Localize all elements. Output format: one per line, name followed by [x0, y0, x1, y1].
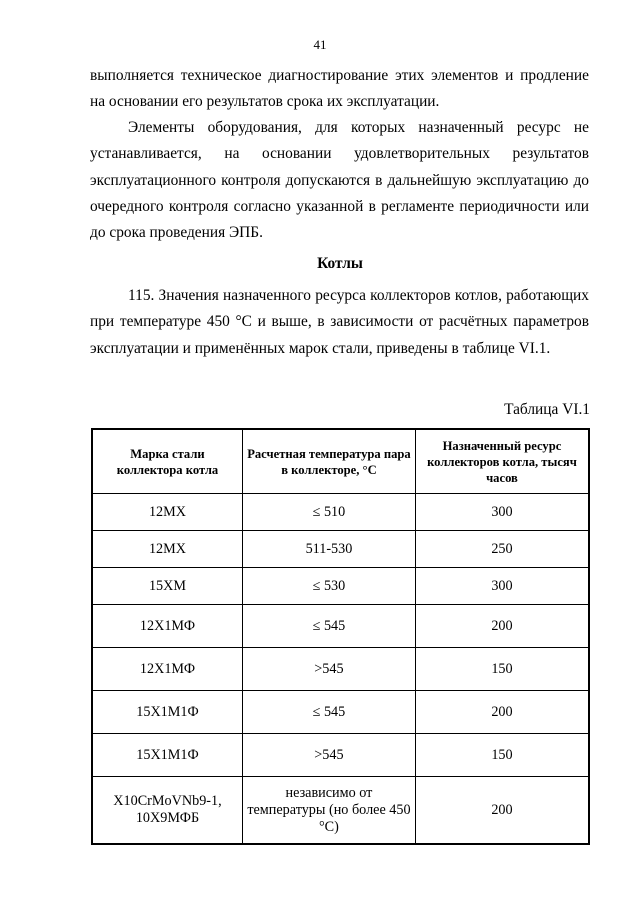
cell-steel-grade: 12МХ [92, 531, 242, 568]
table-row [92, 734, 589, 777]
cell-resource: 250 [415, 531, 589, 568]
cell-steel-grade: 12Х1МФ [92, 648, 242, 691]
cell-resource: 200 [415, 777, 589, 845]
steel-resource-table [91, 428, 590, 845]
cell-temperature: ≤ 545 [242, 691, 415, 734]
table-row [92, 531, 589, 568]
table-row [92, 648, 589, 691]
table-row [92, 494, 589, 531]
paragraph-3: 115. Значения назначенного ресурса коллекторов котлов, работающих при температуре 450 °С и выше, в зависимости от расчётных параметров эксплуатации и применённых марок стали, приведены в таблице VI.1. [90, 287, 589, 357]
table-caption: Таблица VI.1 [504, 401, 590, 418]
cell-temperature: ≤ 545 [242, 605, 415, 648]
cell-temperature: >545 [242, 648, 415, 691]
page-number: 41 [313, 37, 327, 52]
table-row [92, 568, 589, 605]
cell-resource: 200 [415, 605, 589, 648]
header-resource: Назначенный ресурс коллекторов котла, тысяч часов [415, 429, 589, 494]
section-heading: Котлы [317, 255, 363, 272]
cell-temperature: независимо от температуры (но более 450 °С) [242, 777, 415, 845]
cell-steel-grade: 12МХ [92, 494, 242, 531]
cell-temperature: >545 [242, 734, 415, 777]
header-steel-grade: Марка стали коллектора котла [92, 429, 242, 494]
cell-resource: 150 [415, 648, 589, 691]
cell-steel-grade: 15Х1М1Ф [92, 691, 242, 734]
cell-steel-grade: X10CrMoVNb9-1, 10Х9МФБ [92, 777, 242, 845]
cell-resource: 150 [415, 734, 589, 777]
paragraph-1: выполняется техническое диагностирование этих элементов и продление на основании его результатов срока их эксплуатации. [90, 67, 589, 111]
table-header-row [92, 429, 589, 494]
paragraph-2: Элементы оборудования, для которых назначенный ресурс не устанавливается, на основании удовлетворительных результатов эксплуатационного контроля допускаются в дальнейшую эксплуатацию до очередного контроля согласно указанной в регламенте периодичности или до срока проведения ЭПБ. [90, 119, 589, 242]
table-row [92, 605, 589, 648]
cell-temperature: 511-530 [242, 531, 415, 568]
cell-temperature: ≤ 510 [242, 494, 415, 531]
cell-resource: 300 [415, 568, 589, 605]
cell-steel-grade: 12Х1МФ [92, 605, 242, 648]
cell-steel-grade: 15Х1М1Ф [92, 734, 242, 777]
cell-steel-grade: 15ХМ [92, 568, 242, 605]
cell-resource: 300 [415, 494, 589, 531]
table-row [92, 777, 589, 845]
table-row [92, 691, 589, 734]
cell-resource: 200 [415, 691, 589, 734]
header-temperature: Расчетная температура пара в коллекторе, °С [242, 429, 415, 494]
cell-temperature: ≤ 530 [242, 568, 415, 605]
